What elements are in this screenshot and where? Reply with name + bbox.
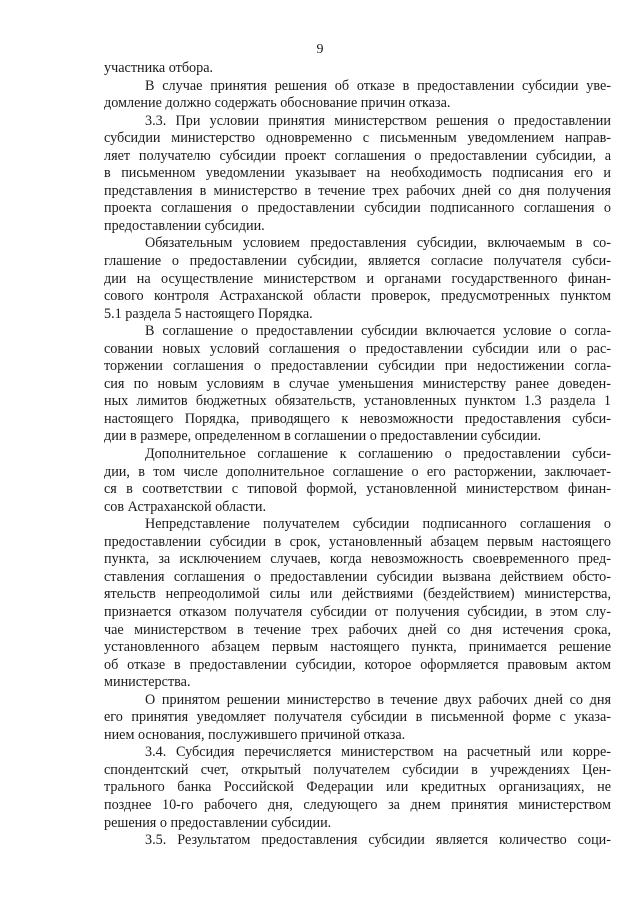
text-line: в письменном уведомлении указывает на необходимость подписания его и [104, 165, 611, 182]
text-line: участника отбора. [104, 60, 214, 76]
text-line: проекта соглашения о предоставлении субсидии подписанного соглашения о [104, 200, 611, 217]
text-line: 3.3. При условии принятия министерством решения о предоставлении [145, 112, 611, 129]
text-line: чае министерством в течение трех рабочих дней со дня истечения срока, [104, 621, 611, 638]
text-line: нием основания, послужившего причиной отказа. [104, 726, 406, 743]
text-line: В случае принятия решения об отказе в предоставлении субсидии уве- [145, 77, 611, 94]
text-line: глашение о предоставлении субсидии, является согласие получателя субси- [104, 253, 611, 270]
text-line: субсидии министерство одновременно с письменным уведомлением направ- [104, 130, 611, 147]
text-line: ставления соглашения о предоставлении субсидии вызвана действием обсто- [104, 568, 611, 585]
text-line: О принятом решении министерство в течение двух рабочих дней со дня [145, 691, 611, 708]
text-line: представления в министерство в течение трех рабочих дней со дня получения [104, 182, 611, 199]
document-body [104, 60, 611, 850]
text-line: дии, в том числе дополнительное соглашение о его расторжении, заключает- [104, 463, 611, 480]
text-line: сов Астраханской области. [104, 498, 267, 515]
text-line: позднее 10-го рабочего дня, следующего за днем принятия министерством [104, 796, 611, 813]
text-line: решения о предоставлении субсидии. [104, 814, 332, 831]
text-line: совании новых условий соглашения о предоставлении субсидии или о рас- [104, 340, 611, 357]
text-line: ся в соответствии с типовой формой, установленной министерством финан- [104, 481, 611, 498]
text-line: ятельств непреодолимой силы или действиями (бездействием) министерства, [104, 586, 611, 603]
text-line: предоставлении субсидии в срок, установленный абзацем первым настоящего [104, 533, 611, 550]
text-line: министерства. [104, 674, 191, 691]
text-line: сия по новым условиям в случае уменьшения министерству ранее доведен- [104, 375, 611, 392]
paragraph [104, 235, 611, 323]
text-line: его принятия уведомляет получателя субсидии в письменной форме с указа- [104, 709, 611, 726]
text-line: Непредставление получателем субсидии подписанного соглашения о [145, 516, 611, 533]
text-line: сового контроля Астраханской области проверок, предусмотренных пунктом [104, 288, 611, 305]
text-line: В соглашение о предоставлении субсидии включается условие о согла- [145, 323, 611, 340]
text-line: трального банка Российской Федерации или кредитных организациях, не [104, 779, 611, 796]
paragraph [104, 832, 611, 850]
paragraph [104, 744, 611, 832]
text-line: дии на осуществление министерством и органами государственного финан- [104, 270, 611, 287]
text-line: настоящего Порядка, приводящего к невозможности предоставления субси- [104, 410, 611, 427]
paragraph [104, 60, 611, 78]
text-line: 3.5. Результатом предоставления субсидии является количество соци- [145, 832, 611, 849]
text-line: спондентский счет, открытый получателем субсидии в учреждениях Цен- [104, 761, 611, 778]
text-line: ных лимитов бюджетных обязательств, установленных пунктом 1.3 раздела 1 [104, 393, 611, 410]
text-line: об отказе в предоставлении субсидии, которое оформляется правовым актом [104, 656, 611, 673]
text-line: 3.4. Субсидия перечисляется министерством на расчетный или корре- [145, 744, 611, 761]
text-line: ляет получателю субсидии проект соглашения о предоставлении субсидии, а [104, 147, 611, 164]
text-line: торжении соглашения о предоставлении субсидии при недостижении согла- [104, 358, 611, 375]
text-line: предоставлении субсидии. [104, 217, 265, 234]
text-line: признается отказом получателя субсидии от получения субсидии, в этом слу- [104, 603, 611, 620]
text-line: установленного абзацем первым настоящего пункта, принимается решение [104, 639, 611, 656]
text-line: дии в размере, определенном в соглашении о предоставлении субсидии. [104, 428, 542, 445]
text-line: домление должно содержать обоснование причин отказа. [104, 95, 451, 112]
paragraph [104, 516, 611, 691]
text-line: Дополнительное соглашение к соглашению о предоставлении субси- [145, 446, 611, 463]
text-line: пункта, за исключением случаев, когда невозможность своевременного пред- [104, 551, 611, 568]
paragraph [104, 78, 611, 113]
paragraph [104, 113, 611, 236]
text-line: 5.1 раздела 5 настоящего Порядка. [104, 305, 313, 322]
paragraph [104, 446, 611, 516]
paragraph [104, 323, 611, 446]
page-number: 9 [316, 42, 324, 57]
text-line: Обязательным условием предоставления субсидии, включаемым в со- [145, 235, 611, 252]
paragraph [104, 692, 611, 745]
